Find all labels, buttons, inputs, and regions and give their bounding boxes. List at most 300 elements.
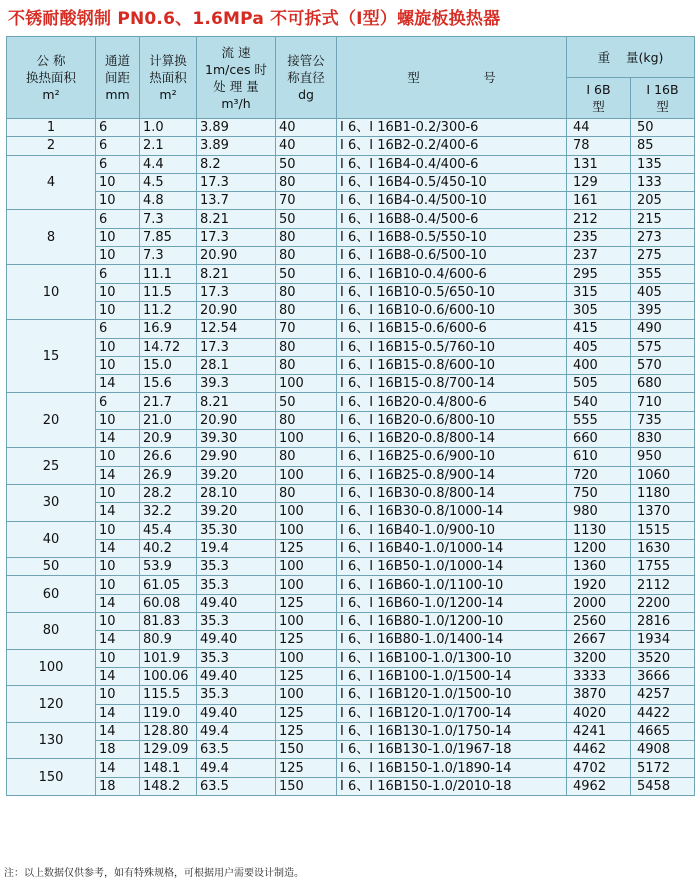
header-model: 型 号 <box>337 37 567 119</box>
flow-cell: 17.3 <box>197 228 276 246</box>
calc-area-cell: 53.9 <box>140 558 197 576</box>
table-row <box>7 594 695 612</box>
spacing-cell: 6 <box>96 155 140 173</box>
weight-i6b-cell: 3870 <box>567 686 631 704</box>
pipe-cell: 50 <box>276 265 337 283</box>
spacing-cell: 10 <box>96 228 140 246</box>
spacing-cell: 6 <box>96 265 140 283</box>
area-cell: 15 <box>7 320 96 393</box>
model-cell: Ⅰ 6、Ⅰ 16B8-0.5/550-10 <box>337 228 567 246</box>
weight-i16b-cell: 215 <box>631 210 695 228</box>
model-cell: Ⅰ 6、Ⅰ 16B10-0.4/600-6 <box>337 265 567 283</box>
spacing-cell: 10 <box>96 247 140 265</box>
spacing-cell: 6 <box>96 320 140 338</box>
header-weight-i16b: Ⅰ 16B 型 <box>631 78 695 119</box>
flow-cell: 28.1 <box>197 356 276 374</box>
flow-cell: 3.89 <box>197 137 276 155</box>
calc-area-cell: 60.08 <box>140 594 197 612</box>
model-cell: Ⅰ 6、Ⅰ 16B40-1.0/900-10 <box>337 521 567 539</box>
flow-cell: 49.4 <box>197 759 276 777</box>
area-cell: 80 <box>7 613 96 650</box>
model-cell: Ⅰ 6、Ⅰ 16B130-1.0/1967-18 <box>337 741 567 759</box>
table-row <box>7 521 695 539</box>
table-row <box>7 137 695 155</box>
pipe-cell: 100 <box>276 686 337 704</box>
calc-area-cell: 4.5 <box>140 173 197 191</box>
table-row <box>7 173 695 191</box>
flow-cell: 20.90 <box>197 301 276 319</box>
calc-area-cell: 7.3 <box>140 247 197 265</box>
weight-i16b-cell: 710 <box>631 393 695 411</box>
spacing-cell: 14 <box>96 375 140 393</box>
header-pipe: 接管公 称直径 dg <box>276 37 337 119</box>
model-cell: Ⅰ 6、Ⅰ 16B2-0.2/400-6 <box>337 137 567 155</box>
calc-area-cell: 4.4 <box>140 155 197 173</box>
table-row <box>7 704 695 722</box>
table-row <box>7 411 695 429</box>
header-area: 公 称 换热面积 m² <box>7 37 96 119</box>
model-cell: Ⅰ 6、Ⅰ 16B8-0.4/500-6 <box>337 210 567 228</box>
model-cell: Ⅰ 6、Ⅰ 16B4-0.4/400-6 <box>337 155 567 173</box>
table-row <box>7 119 695 137</box>
area-cell: 1 <box>7 119 96 137</box>
area-cell: 40 <box>7 521 96 558</box>
model-cell: Ⅰ 6、Ⅰ 16B30-0.8/800-14 <box>337 484 567 502</box>
weight-i16b-cell: 1060 <box>631 466 695 484</box>
model-cell: Ⅰ 6、Ⅰ 16B100-1.0/1500-14 <box>337 667 567 685</box>
pipe-cell: 80 <box>276 411 337 429</box>
page-title: 不锈耐酸钢制 PN0.6、1.6MPa 不可拆式（Ⅰ型）螺旋板换热器 <box>8 9 501 29</box>
table-row <box>7 667 695 685</box>
weight-i16b-cell: 5458 <box>631 777 695 795</box>
flow-cell: 63.5 <box>197 777 276 795</box>
weight-i6b-cell: 78 <box>567 137 631 155</box>
weight-i16b-cell: 490 <box>631 320 695 338</box>
pipe-cell: 80 <box>276 448 337 466</box>
model-cell: Ⅰ 6、Ⅰ 16B80-1.0/1400-14 <box>337 631 567 649</box>
table-row <box>7 466 695 484</box>
table-row <box>7 228 695 246</box>
table-row <box>7 448 695 466</box>
flow-cell: 49.4 <box>197 722 276 740</box>
flow-cell: 28.10 <box>197 484 276 502</box>
flow-cell: 39.30 <box>197 430 276 448</box>
spacing-cell: 14 <box>96 722 140 740</box>
table-row <box>7 265 695 283</box>
weight-i16b-cell: 3666 <box>631 667 695 685</box>
weight-i16b-cell: 395 <box>631 301 695 319</box>
weight-i6b-cell: 161 <box>567 192 631 210</box>
weight-i16b-cell: 4665 <box>631 722 695 740</box>
flow-cell: 13.7 <box>197 192 276 210</box>
pipe-cell: 80 <box>276 283 337 301</box>
pipe-cell: 70 <box>276 320 337 338</box>
area-cell: 10 <box>7 265 96 320</box>
calc-area-cell: 21.0 <box>140 411 197 429</box>
calc-area-cell: 45.4 <box>140 521 197 539</box>
weight-i16b-cell: 1755 <box>631 558 695 576</box>
flow-cell: 17.3 <box>197 283 276 301</box>
weight-i6b-cell: 1360 <box>567 558 631 576</box>
table-body <box>7 119 695 796</box>
model-cell: Ⅰ 6、Ⅰ 16B150-1.0/1890-14 <box>337 759 567 777</box>
calc-area-cell: 100.06 <box>140 667 197 685</box>
table-row <box>7 558 695 576</box>
weight-i6b-cell: 2560 <box>567 613 631 631</box>
spacing-cell: 10 <box>96 686 140 704</box>
pipe-cell: 40 <box>276 137 337 155</box>
spacing-cell: 10 <box>96 558 140 576</box>
pipe-cell: 100 <box>276 649 337 667</box>
pipe-cell: 125 <box>276 667 337 685</box>
model-cell: Ⅰ 6、Ⅰ 16B8-0.6/500-10 <box>337 247 567 265</box>
calc-area-cell: 32.2 <box>140 503 197 521</box>
spacing-cell: 10 <box>96 411 140 429</box>
weight-i6b-cell: 1920 <box>567 576 631 594</box>
calc-area-cell: 128.80 <box>140 722 197 740</box>
pipe-cell: 150 <box>276 741 337 759</box>
pipe-cell: 80 <box>276 356 337 374</box>
table-row <box>7 320 695 338</box>
calc-area-cell: 21.7 <box>140 393 197 411</box>
weight-i6b-cell: 3333 <box>567 667 631 685</box>
calc-area-cell: 11.1 <box>140 265 197 283</box>
weight-i6b-cell: 237 <box>567 247 631 265</box>
flow-cell: 49.40 <box>197 704 276 722</box>
weight-i6b-cell: 750 <box>567 484 631 502</box>
flow-cell: 63.5 <box>197 741 276 759</box>
spacing-cell: 14 <box>96 704 140 722</box>
model-cell: Ⅰ 6、Ⅰ 16B150-1.0/2010-18 <box>337 777 567 795</box>
weight-i16b-cell: 1515 <box>631 521 695 539</box>
calc-area-cell: 26.6 <box>140 448 197 466</box>
weight-i6b-cell: 610 <box>567 448 631 466</box>
table-header <box>7 37 695 119</box>
weight-i6b-cell: 4962 <box>567 777 631 795</box>
flow-cell: 35.3 <box>197 613 276 631</box>
spacing-cell: 14 <box>96 594 140 612</box>
table-row <box>7 722 695 740</box>
weight-i16b-cell: 5172 <box>631 759 695 777</box>
weight-i6b-cell: 400 <box>567 356 631 374</box>
area-cell: 60 <box>7 576 96 613</box>
weight-i6b-cell: 315 <box>567 283 631 301</box>
flow-cell: 3.89 <box>197 119 276 137</box>
pipe-cell: 80 <box>276 228 337 246</box>
table-row <box>7 393 695 411</box>
area-cell: 2 <box>7 137 96 155</box>
weight-i16b-cell: 273 <box>631 228 695 246</box>
table-row <box>7 777 695 795</box>
table-row <box>7 759 695 777</box>
area-cell: 50 <box>7 558 96 576</box>
weight-i16b-cell: 133 <box>631 173 695 191</box>
flow-cell: 8.21 <box>197 210 276 228</box>
table-row <box>7 375 695 393</box>
spacing-cell: 6 <box>96 210 140 228</box>
table-row <box>7 430 695 448</box>
table-row <box>7 247 695 265</box>
flow-cell: 8.21 <box>197 265 276 283</box>
model-cell: Ⅰ 6、Ⅰ 16B120-1.0/1700-14 <box>337 704 567 722</box>
pipe-cell: 80 <box>276 301 337 319</box>
pipe-cell: 125 <box>276 631 337 649</box>
flow-cell: 35.30 <box>197 521 276 539</box>
calc-area-cell: 7.85 <box>140 228 197 246</box>
weight-i16b-cell: 205 <box>631 192 695 210</box>
weight-i6b-cell: 660 <box>567 430 631 448</box>
table-row <box>7 283 695 301</box>
weight-i16b-cell: 735 <box>631 411 695 429</box>
flow-cell: 39.3 <box>197 375 276 393</box>
spacing-cell: 14 <box>96 631 140 649</box>
area-cell: 25 <box>7 448 96 485</box>
weight-i16b-cell: 1370 <box>631 503 695 521</box>
table-row <box>7 576 695 594</box>
header-spacing: 通道 间距 mm <box>96 37 140 119</box>
weight-i6b-cell: 235 <box>567 228 631 246</box>
spec-table <box>6 36 695 796</box>
pipe-cell: 150 <box>276 777 337 795</box>
flow-cell: 8.2 <box>197 155 276 173</box>
spacing-cell: 10 <box>96 649 140 667</box>
spacing-cell: 18 <box>96 741 140 759</box>
spacing-cell: 10 <box>96 356 140 374</box>
calc-area-cell: 101.9 <box>140 649 197 667</box>
model-cell: Ⅰ 6、Ⅰ 16B30-0.8/1000-14 <box>337 503 567 521</box>
pipe-cell: 80 <box>276 247 337 265</box>
pipe-cell: 100 <box>276 430 337 448</box>
model-cell: Ⅰ 6、Ⅰ 16B20-0.8/800-14 <box>337 430 567 448</box>
model-cell: Ⅰ 6、Ⅰ 16B60-1.0/1100-10 <box>337 576 567 594</box>
header-calc-area: 计算换 热面积 m² <box>140 37 197 119</box>
weight-i16b-cell: 2200 <box>631 594 695 612</box>
weight-i6b-cell: 555 <box>567 411 631 429</box>
table-row <box>7 613 695 631</box>
calc-area-cell: 119.0 <box>140 704 197 722</box>
pipe-cell: 100 <box>276 375 337 393</box>
spacing-cell: 10 <box>96 283 140 301</box>
weight-i6b-cell: 2000 <box>567 594 631 612</box>
pipe-cell: 40 <box>276 119 337 137</box>
table-row <box>7 356 695 374</box>
header-flow: 流 速 1m/ces 时 处 理 量 m³/h <box>197 37 276 119</box>
weight-i16b-cell: 355 <box>631 265 695 283</box>
calc-area-cell: 20.9 <box>140 430 197 448</box>
area-cell: 120 <box>7 686 96 723</box>
weight-i6b-cell: 540 <box>567 393 631 411</box>
pipe-cell: 50 <box>276 393 337 411</box>
weight-i6b-cell: 305 <box>567 301 631 319</box>
flow-cell: 8.21 <box>197 393 276 411</box>
pipe-cell: 80 <box>276 173 337 191</box>
table-row <box>7 155 695 173</box>
area-cell: 30 <box>7 484 96 521</box>
calc-area-cell: 61.05 <box>140 576 197 594</box>
model-cell: Ⅰ 6、Ⅰ 16B10-0.6/600-10 <box>337 301 567 319</box>
table-row <box>7 301 695 319</box>
table-row <box>7 484 695 502</box>
calc-area-cell: 1.0 <box>140 119 197 137</box>
area-cell: 150 <box>7 759 96 796</box>
model-cell: Ⅰ 6、Ⅰ 16B4-0.4/500-10 <box>337 192 567 210</box>
spacing-cell: 10 <box>96 338 140 356</box>
pipe-cell: 80 <box>276 484 337 502</box>
calc-area-cell: 26.9 <box>140 466 197 484</box>
flow-cell: 49.40 <box>197 631 276 649</box>
weight-i16b-cell: 680 <box>631 375 695 393</box>
weight-i6b-cell: 415 <box>567 320 631 338</box>
model-cell: Ⅰ 6、Ⅰ 16B1-0.2/300-6 <box>337 119 567 137</box>
flow-cell: 12.54 <box>197 320 276 338</box>
area-cell: 8 <box>7 210 96 265</box>
calc-area-cell: 15.0 <box>140 356 197 374</box>
weight-i6b-cell: 405 <box>567 338 631 356</box>
calc-area-cell: 7.3 <box>140 210 197 228</box>
calc-area-cell: 40.2 <box>140 539 197 557</box>
weight-i6b-cell: 505 <box>567 375 631 393</box>
calc-area-cell: 115.5 <box>140 686 197 704</box>
weight-i16b-cell: 575 <box>631 338 695 356</box>
pipe-cell: 125 <box>276 759 337 777</box>
weight-i16b-cell: 405 <box>631 283 695 301</box>
flow-cell: 35.3 <box>197 558 276 576</box>
pipe-cell: 80 <box>276 338 337 356</box>
table-row <box>7 686 695 704</box>
weight-i16b-cell: 4257 <box>631 686 695 704</box>
weight-i6b-cell: 4020 <box>567 704 631 722</box>
calc-area-cell: 81.83 <box>140 613 197 631</box>
spacing-cell: 6 <box>96 137 140 155</box>
calc-area-cell: 2.1 <box>140 137 197 155</box>
spacing-cell: 18 <box>96 777 140 795</box>
flow-cell: 35.3 <box>197 686 276 704</box>
model-cell: Ⅰ 6、Ⅰ 16B15-0.6/600-6 <box>337 320 567 338</box>
model-cell: Ⅰ 6、Ⅰ 16B25-0.8/900-14 <box>337 466 567 484</box>
weight-i16b-cell: 950 <box>631 448 695 466</box>
calc-area-cell: 148.1 <box>140 759 197 777</box>
spacing-cell: 10 <box>96 173 140 191</box>
weight-i6b-cell: 980 <box>567 503 631 521</box>
table-row <box>7 741 695 759</box>
pipe-cell: 70 <box>276 192 337 210</box>
model-cell: Ⅰ 6、Ⅰ 16B130-1.0/1750-14 <box>337 722 567 740</box>
table-row <box>7 503 695 521</box>
pipe-cell: 100 <box>276 558 337 576</box>
weight-i16b-cell: 85 <box>631 137 695 155</box>
model-cell: Ⅰ 6、Ⅰ 16B20-0.4/800-6 <box>337 393 567 411</box>
spacing-cell: 14 <box>96 539 140 557</box>
footnote: 注：以上数据仅供参考，如有特殊规格，可根据用户需要设计制造。 <box>4 868 304 879</box>
calc-area-cell: 148.2 <box>140 777 197 795</box>
weight-i16b-cell: 3520 <box>631 649 695 667</box>
calc-area-cell: 4.8 <box>140 192 197 210</box>
weight-i16b-cell: 275 <box>631 247 695 265</box>
calc-area-cell: 11.5 <box>140 283 197 301</box>
model-cell: Ⅰ 6、Ⅰ 16B80-1.0/1200-10 <box>337 613 567 631</box>
spacing-cell: 10 <box>96 521 140 539</box>
calc-area-cell: 11.2 <box>140 301 197 319</box>
weight-i16b-cell: 135 <box>631 155 695 173</box>
weight-i16b-cell: 830 <box>631 430 695 448</box>
model-cell: Ⅰ 6、Ⅰ 16B15-0.8/600-10 <box>337 356 567 374</box>
weight-i6b-cell: 1130 <box>567 521 631 539</box>
weight-i6b-cell: 4702 <box>567 759 631 777</box>
model-cell: Ⅰ 6、Ⅰ 16B50-1.0/1000-14 <box>337 558 567 576</box>
area-cell: 4 <box>7 155 96 210</box>
flow-cell: 49.40 <box>197 667 276 685</box>
model-cell: Ⅰ 6、Ⅰ 16B60-1.0/1200-14 <box>337 594 567 612</box>
table-row <box>7 210 695 228</box>
header-weight: 重 量(kg) <box>567 37 695 78</box>
table-row <box>7 338 695 356</box>
weight-i6b-cell: 4462 <box>567 741 631 759</box>
pipe-cell: 100 <box>276 503 337 521</box>
spacing-cell: 10 <box>96 613 140 631</box>
pipe-cell: 125 <box>276 704 337 722</box>
flow-cell: 29.90 <box>197 448 276 466</box>
calc-area-cell: 15.6 <box>140 375 197 393</box>
weight-i6b-cell: 131 <box>567 155 631 173</box>
flow-cell: 39.20 <box>197 466 276 484</box>
weight-i6b-cell: 3200 <box>567 649 631 667</box>
pipe-cell: 50 <box>276 210 337 228</box>
flow-cell: 35.3 <box>197 576 276 594</box>
calc-area-cell: 28.2 <box>140 484 197 502</box>
weight-i16b-cell: 2112 <box>631 576 695 594</box>
flow-cell: 17.3 <box>197 338 276 356</box>
spacing-cell: 14 <box>96 466 140 484</box>
pipe-cell: 125 <box>276 594 337 612</box>
area-cell: 100 <box>7 649 96 686</box>
weight-i16b-cell: 4908 <box>631 741 695 759</box>
calc-area-cell: 14.72 <box>140 338 197 356</box>
weight-i16b-cell: 2816 <box>631 613 695 631</box>
weight-i16b-cell: 1630 <box>631 539 695 557</box>
model-cell: Ⅰ 6、Ⅰ 16B120-1.0/1500-10 <box>337 686 567 704</box>
weight-i6b-cell: 2667 <box>567 631 631 649</box>
model-cell: Ⅰ 6、Ⅰ 16B15-0.8/700-14 <box>337 375 567 393</box>
spacing-cell: 10 <box>96 484 140 502</box>
pipe-cell: 100 <box>276 576 337 594</box>
pipe-cell: 125 <box>276 722 337 740</box>
model-cell: Ⅰ 6、Ⅰ 16B4-0.5/450-10 <box>337 173 567 191</box>
flow-cell: 35.3 <box>197 649 276 667</box>
table-row <box>7 539 695 557</box>
flow-cell: 39.20 <box>197 503 276 521</box>
table-row <box>7 649 695 667</box>
weight-i16b-cell: 570 <box>631 356 695 374</box>
weight-i16b-cell: 4422 <box>631 704 695 722</box>
spacing-cell: 10 <box>96 448 140 466</box>
pipe-cell: 125 <box>276 539 337 557</box>
weight-i6b-cell: 44 <box>567 119 631 137</box>
weight-i6b-cell: 1200 <box>567 539 631 557</box>
spacing-cell: 10 <box>96 192 140 210</box>
model-cell: Ⅰ 6、Ⅰ 16B40-1.0/1000-14 <box>337 539 567 557</box>
weight-i16b-cell: 1934 <box>631 631 695 649</box>
area-cell: 20 <box>7 393 96 448</box>
model-cell: Ⅰ 6、Ⅰ 16B20-0.6/800-10 <box>337 411 567 429</box>
header-weight-i6b: Ⅰ 6B 型 <box>567 78 631 119</box>
flow-cell: 20.90 <box>197 411 276 429</box>
spacing-cell: 10 <box>96 301 140 319</box>
pipe-cell: 100 <box>276 466 337 484</box>
model-cell: Ⅰ 6、Ⅰ 16B100-1.0/1300-10 <box>337 649 567 667</box>
calc-area-cell: 16.9 <box>140 320 197 338</box>
weight-i6b-cell: 129 <box>567 173 631 191</box>
model-cell: Ⅰ 6、Ⅰ 16B25-0.6/900-10 <box>337 448 567 466</box>
